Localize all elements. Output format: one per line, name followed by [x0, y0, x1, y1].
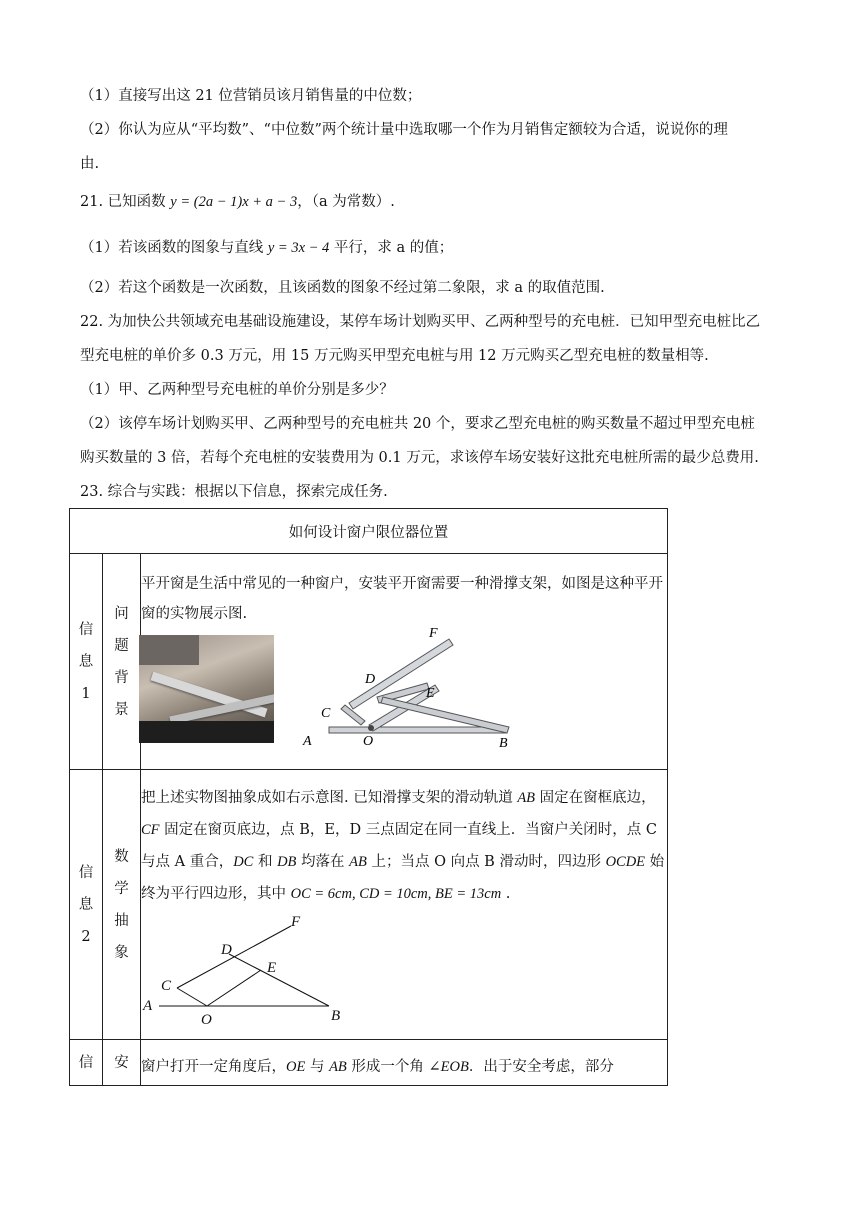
diagram-label-E: E [267, 959, 277, 976]
info3-content: 窗户打开一定角度后，OE 与 AB 形成一个角 ∠EOB．出于安全考虑，部分 [141, 1040, 668, 1086]
q21-prefix: 21. 已知函数 [80, 194, 171, 210]
info2-category: 数 学 抽 象 [103, 770, 141, 1040]
diagram-label-A: A [143, 997, 153, 1014]
window-photo [139, 635, 274, 743]
diagram-label-O: O [201, 1011, 212, 1028]
q21-suffix: ，（a 为常数）. [297, 194, 395, 210]
q22-part1: （1）甲、乙两种型号充电桩的单价分别是多少？ [80, 382, 394, 398]
hinge-figure [301, 625, 541, 751]
q20-part2-line1: （2）你认为应从“平均数”、“中位数”两个统计量中选取哪一个作为月销售定额较为合适，说说你的理 [80, 122, 728, 138]
diagram-label-D: D [221, 941, 232, 958]
info-table [69, 508, 668, 1086]
info2-content [141, 770, 668, 1040]
q21-part1-prefix: （1）若该函数的图象与直线 [80, 240, 268, 256]
table-title: 如何设计窗户限位器位置 [70, 509, 668, 554]
q22-part2-line2: 购买数量的 3 倍，若每个充电桩的安装费用为 0.1 万元，求该停车场安装好这批充电桩所需的最少总费用. [80, 450, 759, 466]
q21-part2: （2）若这个函数是一次函数，且该函数的图象不经过第二象限，求 a 的取值范围. [80, 280, 605, 296]
photo-label-A: A [303, 733, 312, 749]
geometry-diagram [141, 910, 371, 1028]
photo-label-C: C [321, 705, 331, 721]
diagram-label-B: B [331, 1007, 341, 1024]
info1-label: 信 息 1 [70, 554, 103, 770]
q22-part2-line1: （2）该停车场计划购买甲、乙两种型号的充电桩共 20 个，要求乙型充电桩的购买数量不超过甲型充电桩 [80, 416, 755, 432]
q21-formula: y = (2a − 1)x + a − 3 [170, 194, 298, 210]
q21-part1-suffix: 平行，求 a 的值； [329, 240, 454, 256]
photo-label-D: D [365, 671, 376, 687]
info2-label: 信 息 2 [70, 770, 103, 1040]
info1-content [141, 554, 668, 770]
info2-text: 把上述实物图抽象成如右示意图. 已知滑撑支架的滑动轨道 AB 固定在窗框底边，CF 固定在窗页底边，点 B，E，D 三点固定在同一直线上．当窗户关闭时，点 C 与点 A 重合，DC 和 DB 均落在 AB 上；当点 O 向点 B 滑动时，四边形 OCDE 始终为平行四边形，其中 OC = 6cm, CD = 10cm, BE = 13cm . [141, 789, 665, 902]
photo-label-F: F [429, 625, 438, 641]
q20-part1: （1）直接写出这 21 位营销员该月销售量的中位数； [80, 88, 422, 104]
info3-category: 安 [103, 1040, 141, 1086]
diagram-label-C: C [161, 977, 172, 994]
photo-label-B: B [499, 735, 508, 751]
diagram-label-F: F [291, 913, 301, 930]
photo-label-O: O [363, 733, 374, 749]
q20-part2-line2: 由. [80, 156, 100, 172]
info3-label: 信 [70, 1040, 103, 1086]
q21-part1-formula: y = 3x − 4 [267, 240, 330, 256]
q21-part1 [80, 238, 810, 258]
photo-label-E: E [426, 685, 435, 701]
q23-stem: 23. 综合与实践：根据以下信息，探索完成任务. [80, 484, 388, 500]
info1-category: 问 题 背 景 [103, 554, 141, 770]
q22-stem-line1: 22. 为加快公共领域充电基础设施建设，某停车场计划购买甲、乙两种型号的充电桩．已知甲型充电桩比乙 [80, 314, 761, 330]
q21-stem [80, 192, 810, 212]
q22-stem-line2: 型充电桩的单价多 0.3 万元，用 15 万元购买甲型充电桩与用 12 万元购买乙型充电桩的数量相等. [80, 348, 709, 364]
info1-text: 平开窗是生活中常见的一种窗户，安装平开窗需要一种滑撑支架，如图是这种平开窗的实物展示图. [141, 575, 663, 622]
